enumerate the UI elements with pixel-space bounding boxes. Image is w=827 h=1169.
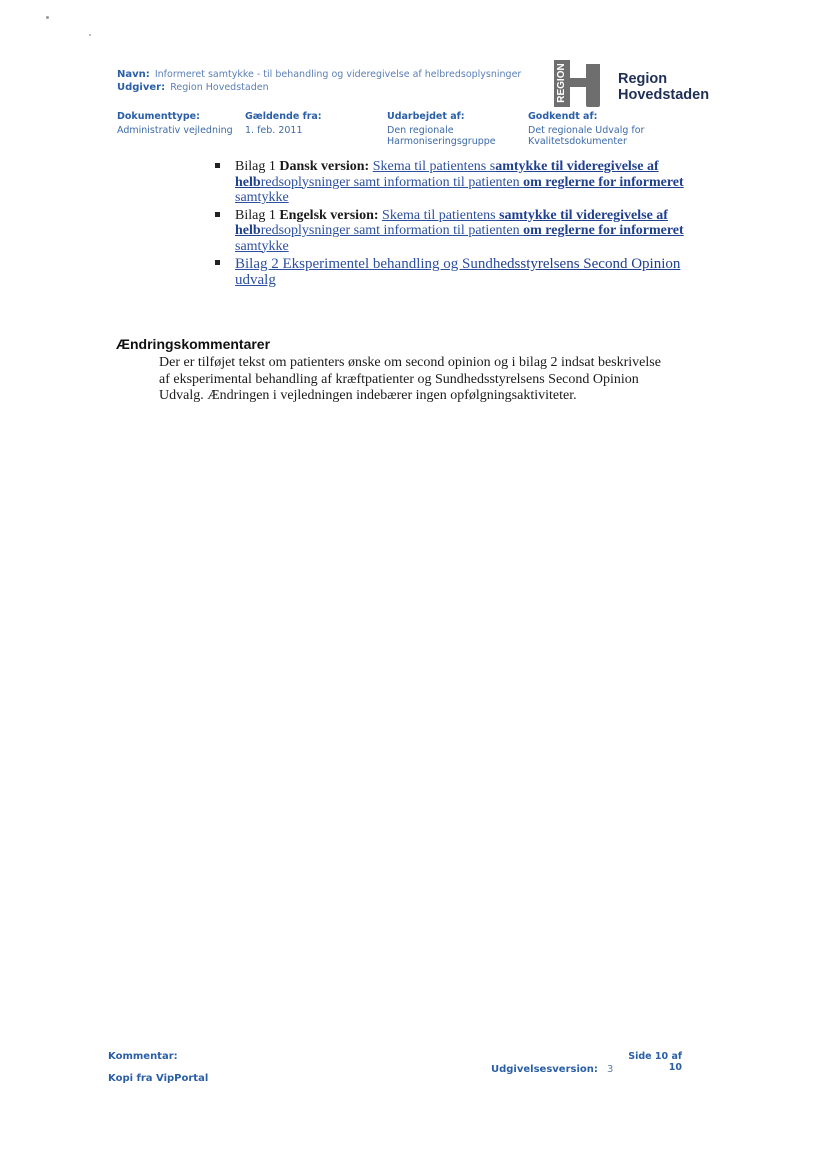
bullet-icon [215,260,220,265]
changes-title: Ændringskommentarer [116,336,271,352]
appendix-link-bold[interactable]: helb [235,174,261,190]
kopi-label: Kopi fra VipPortal [108,1073,209,1084]
appendix-link-bold[interactable]: samtykke til videregivelse af [499,207,668,223]
udgiver-value: Region Hovedstaden [170,82,269,93]
appendix-link[interactable]: samtykke [235,190,289,205]
appendix-link-bold[interactable]: om reglerne for informeret [523,223,684,238]
list-item [215,159,685,206]
version-label: Engelsk version: [279,207,379,223]
changes-line: Udvalg. Ændringen i vejledningen indebærer ingen opfølgningsaktiviteter. [159,388,577,403]
navn-label: Navn: [117,69,150,80]
valid-from-label: Gældende fra: [245,111,322,122]
navn-value: Informeret samtykke - til behandling og videregivelse af helbredsoplysninger [154,69,522,80]
version-label: Dansk version: [279,159,370,174]
scan-mark [46,16,49,19]
meta-col-approver [528,111,644,147]
bilag-prefix: Bilag 1 [235,159,280,174]
appendix-link[interactable]: edsstyrelsens Second Opinion [500,256,681,272]
appendix-link-bold[interactable]: amtykke til videregivelse af [495,159,659,174]
meta-col-doctype [117,111,233,136]
udgiver-label: Udgiver: [117,82,166,93]
meta-col-valid-from [245,111,322,136]
appendix-list [215,159,685,290]
valid-from-value: 1. feb. 2011 [245,125,303,136]
approver-value-1: Det regionale Udvalg for [528,125,645,136]
appendix-link[interactable]: redsoplysninger samt information til patienten [260,174,524,190]
logo-line1: Region [618,71,668,87]
approver-label: Godkendt af: [528,111,598,122]
logo-right-bar [586,64,600,107]
logo-wordmark [618,71,709,103]
changes-body [159,355,699,405]
appendix-link-bold[interactable]: helb [235,223,261,238]
approver-value-2: Kvalitetsdokumenter [528,136,627,147]
publisher-row [117,75,269,94]
logo-line2: Hovedstaden [618,87,710,103]
bilag-prefix: Bilag 1 [235,207,280,223]
version-value: 3 [606,1064,614,1075]
appendix-link[interactable]: Bilag 2 Eksperimentel behandling og Sundh [235,256,501,272]
scan-mark [89,34,91,36]
list-item [215,256,685,288]
author-value-1: Den regionale [387,125,454,136]
doctype-value: Administrativ vejledning [117,125,233,136]
bullet-icon [215,212,220,217]
appendix-link[interactable]: Skema til patientens [382,207,500,223]
appendix-link[interactable]: samtykke [235,238,289,254]
author-value-2: Harmoniseringsgruppe [387,136,496,147]
changes-line: af eksperimental behandling af kræftpatienter og Sundhedsstyrelsens Second Opinion [159,371,639,387]
appendix-link[interactable]: Skema til patientens s [372,159,496,174]
page-total: 10 [668,1062,682,1073]
list-item [215,208,685,255]
meta-col-author [387,111,496,147]
region-logo [554,60,714,108]
appendix-link[interactable]: udvalg [235,272,276,288]
doctype-label: Dokumenttype: [117,111,200,122]
kommentar-label: Kommentar: [108,1051,178,1062]
changes-line: Der er tilføjet tekst om patienters ønske om second opinion og i bilag 2 indsat beskrivelse [159,355,661,370]
logo-crossbar [570,78,586,87]
author-label: Udarbejdet af: [387,111,465,122]
appendix-link-bold[interactable]: om reglerne for informeret [523,174,684,190]
page-number [620,1051,682,1073]
version-row [491,1057,613,1076]
page-label: Side 10 af [628,1051,682,1062]
logo-vertical-text: REGION [556,63,567,103]
appendix-link[interactable]: redsoplysninger samt information til patienten [260,223,524,238]
bullet-icon [215,163,220,168]
version-label: Udgivelsesversion: [491,1064,598,1075]
